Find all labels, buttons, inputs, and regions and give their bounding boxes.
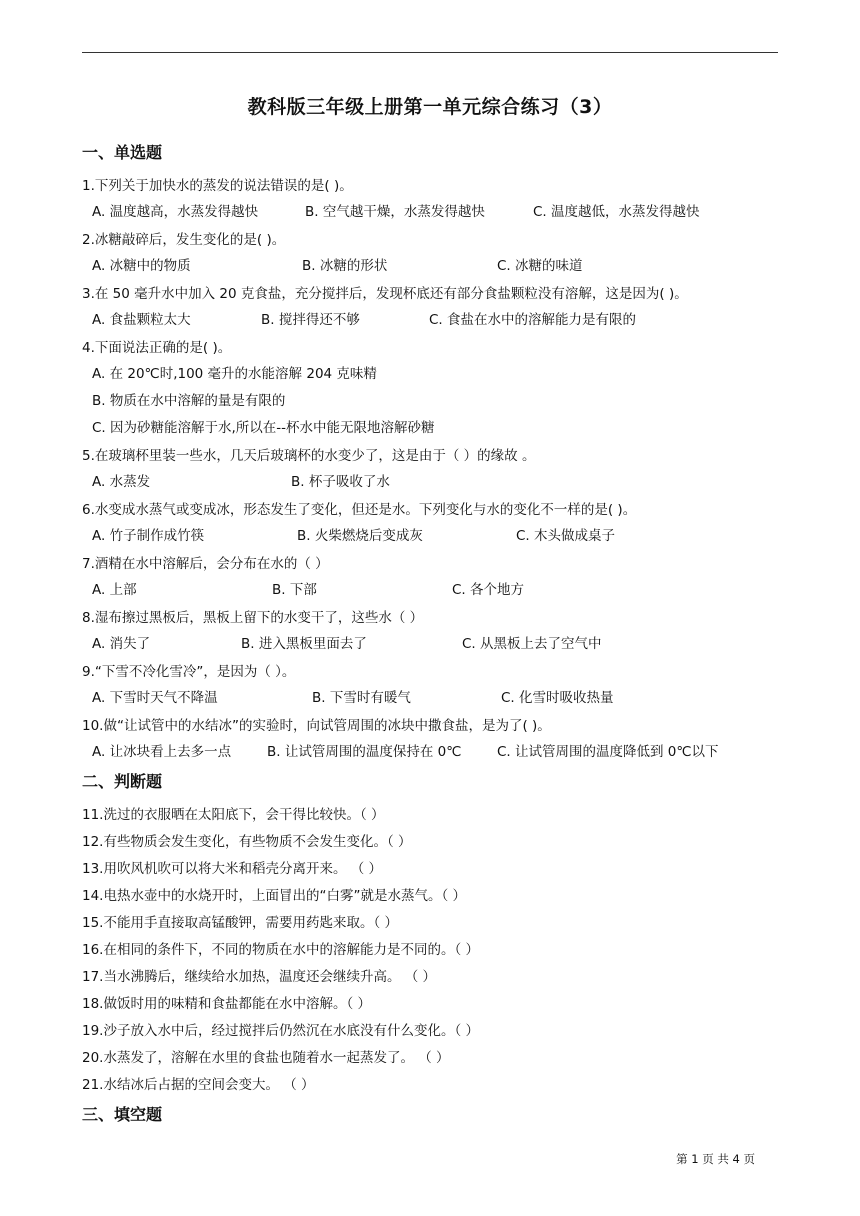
question-1-options: [92, 203, 792, 221]
option-b: B. 空气越干燥，水蒸发得越快: [305, 204, 485, 220]
question-3-options: [92, 311, 792, 329]
question-8: 8.湿布擦过黑板后，黑板上留下的水变干了，这些水（ ）: [82, 610, 424, 626]
page-number: 第 1 页 共 4 页: [676, 1152, 755, 1166]
question-5-options: [92, 473, 792, 491]
section-heading-true-false: 二、判断题: [82, 772, 163, 791]
question-3: 3.在 50 毫升水中加入 20 克食盐，充分搅拌后，发现杯底还有部分食盐颗粒没有溶解，这是因为( )。: [82, 286, 688, 302]
question-11: 11.洗过的衣服晒在太阳底下，会干得比较快。（ ）: [82, 807, 385, 823]
header-rule: [82, 52, 778, 53]
page-title: 教科版三年级上册第一单元综合练习（3）: [247, 96, 613, 118]
question-18: 18.做饭时用的味精和食盐都能在水中溶解。（ ）: [82, 996, 372, 1012]
option-a: A. 温度越高，水蒸发得越快: [92, 204, 259, 220]
question-13: 13.用吹风机吹可以将大米和稻壳分离开来。 （ ）: [82, 861, 383, 877]
option-a: A. 食盐颗粒太大: [92, 312, 191, 328]
question-4-option-c: [92, 419, 792, 437]
option-b: B. 让试管周围的温度保持在 0℃: [267, 744, 462, 760]
question-6: 6.水变成水蒸气或变成冰，形态发生了变化，但还是水。下列变化与水的变化不一样的是( )。: [82, 502, 637, 518]
question-14: 14.电热水壶中的水烧开时，上面冒出的“白雾”就是水蒸气。（ ）: [82, 888, 466, 904]
option-a: A. 冰糖中的物质: [92, 258, 191, 274]
question-9: 9.“下雪不冷化雪冷”，是因为（ ）。: [82, 664, 296, 680]
option-c: C. 食盐在水中的溶解能力是有限的: [429, 312, 637, 328]
option-b: B. 物质在水中溶解的量是有限的: [92, 393, 286, 409]
option-c: C. 因为砂糖能溶解于水,所以在--杯水中能无限地溶解砂糖: [92, 420, 435, 436]
question-4-option-b: [92, 392, 792, 410]
option-a: A. 在 20℃时,100 毫升的水能溶解 204 克味精: [92, 366, 377, 382]
question-2: 2.冰糖敲碎后，发生变化的是( )。: [82, 232, 286, 248]
question-8-options: [92, 635, 792, 653]
option-a: A. 消失了: [92, 636, 151, 652]
option-a: A. 水蒸发: [92, 474, 151, 490]
question-20: 20.水蒸发了，溶解在水里的食盐也随着水一起蒸发了。 （ ）: [82, 1050, 450, 1066]
question-21: 21.水结冰后占据的空间会变大。 （ ）: [82, 1077, 315, 1093]
section-heading-single-choice: 一、单选题: [82, 143, 163, 162]
option-c: C. 各个地方: [452, 582, 525, 598]
option-b: B. 下雪时有暖气: [312, 690, 411, 706]
question-7: 7.酒精在水中溶解后，会分布在水的（ ）: [82, 556, 329, 572]
question-17: 17.当水沸腾后，继续给水加热，温度还会继续升高。 （ ）: [82, 969, 437, 985]
question-4: 4.下面说法正确的是( )。: [82, 340, 232, 356]
section-heading-fill-blank: 三、填空题: [82, 1105, 163, 1124]
option-c: C. 温度越低，水蒸发得越快: [533, 204, 700, 220]
option-c: C. 从黑板上去了空气中: [462, 636, 602, 652]
question-1: 1.下列关于加快水的蒸发的说法错误的是( )。: [82, 178, 353, 194]
option-b: B. 下部: [272, 582, 317, 598]
option-c: C. 木头做成桌子: [516, 528, 616, 544]
option-b: B. 杯子吸收了水: [291, 474, 390, 490]
question-19: 19.沙子放入水中后，经过搅拌后仍然沉在水底没有什么变化。（ ）: [82, 1023, 480, 1039]
option-a: A. 上部: [92, 582, 137, 598]
option-a: A. 让冰块看上去多一点: [92, 744, 232, 760]
option-b: B. 进入黑板里面去了: [241, 636, 367, 652]
option-c: C. 冰糖的味道: [497, 258, 583, 274]
option-a: A. 下雪时天气不降温: [92, 690, 218, 706]
question-6-options: [92, 527, 792, 545]
question-2-options: [92, 257, 792, 275]
question-5: 5.在玻璃杯里装一些水，几天后玻璃杯的水变少了，这是由于（ ）的缘故 。: [82, 448, 536, 464]
question-15: 15.不能用手直接取高锰酸钾，需要用药匙来取。（ ）: [82, 915, 399, 931]
question-16: 16.在相同的条件下，不同的物质在水中的溶解能力是不同的。（ ）: [82, 942, 480, 958]
question-4-option-a: [92, 365, 792, 383]
option-a: A. 竹子制作成竹筷: [92, 528, 205, 544]
option-b: B. 火柴燃烧后变成灰: [297, 528, 423, 544]
option-c: C. 化雪时吸收热量: [501, 690, 614, 706]
option-b: B. 搅拌得还不够: [261, 312, 360, 328]
question-12: 12.有些物质会发生变化，有些物质不会发生变化。（ ）: [82, 834, 412, 850]
question-9-options: [92, 689, 792, 707]
question-10-options: [92, 743, 792, 761]
option-c: C. 让试管周围的温度降低到 0℃以下: [497, 744, 719, 760]
question-10: 10.做“让试管中的水结冰”的实验时，向试管周围的冰块中撒食盐，是为了( )。: [82, 718, 551, 734]
option-b: B. 冰糖的形状: [302, 258, 388, 274]
question-7-options: [92, 581, 792, 599]
